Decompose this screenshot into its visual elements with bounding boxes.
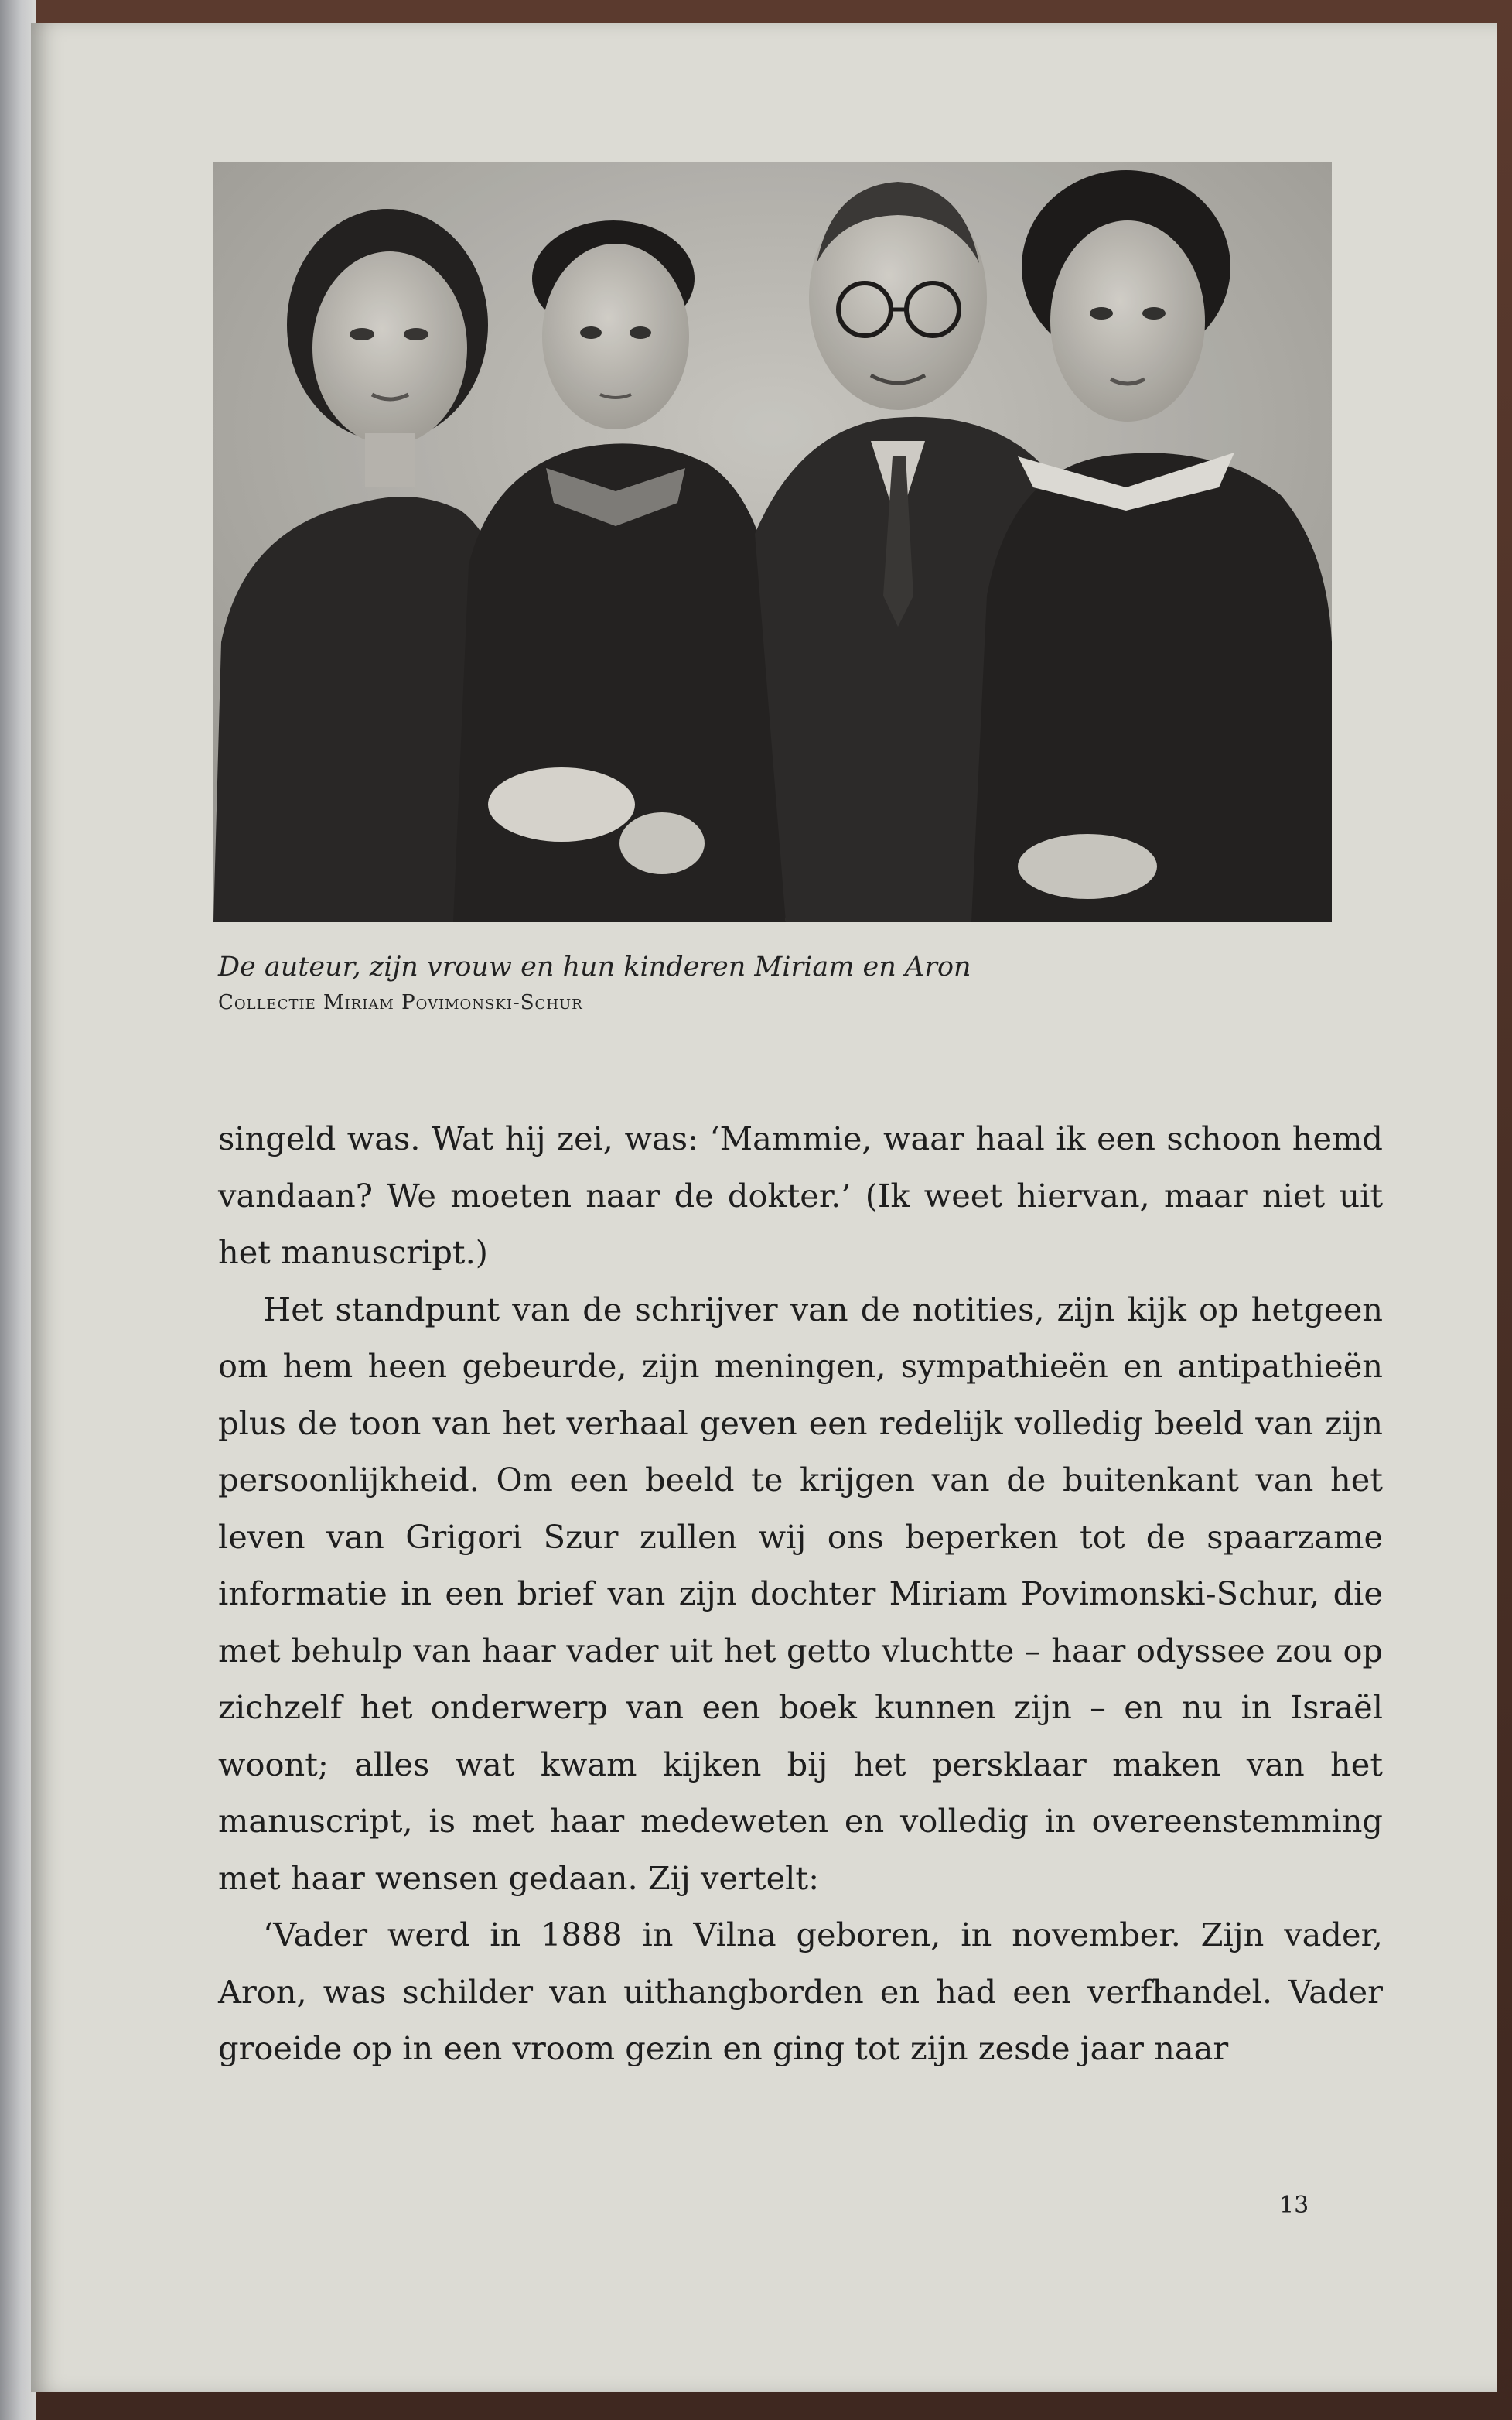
paragraph-3: ‘Vader werd in 1888 in Vilna geboren, in november. Zijn vader, Aron, was schilder van uithangborden en had een verfhandel. Vader groeide op in een vroom gezin en ging tot zijn zesde jaar naar (218, 1916, 1383, 2067)
page-number: 13 (1279, 2192, 1309, 2219)
book-page (31, 23, 1497, 2392)
caption-credit: Collectie Miriam Povimonski-Schur (218, 991, 583, 1014)
family-photo (213, 162, 1332, 922)
body-text (218, 1110, 1383, 2077)
photo-caption (218, 949, 1347, 1018)
caption-title: De auteur, zijn vrouw en hun kinderen Miriam en Aron (218, 952, 971, 983)
paragraph-2: Het standpunt van de schrijver van de notities, zijn kijk op hetgeen om hem heen gebeurde, zijn meningen, sympathieën en antipathieën plus de toon van het verhaal geven een redelijk volledig beeld van zijn persoonlijkheid. Om een beeld te krijgen van de buitenkant van het leven van Grigori Szur zullen wij ons beperken tot de spaarzame informatie in een brief van zijn dochter Miriam Povimonski-Schur, die met behulp van haar vader uit het getto vluchtte – haar odyssee zou op zichzelf het onderwerp van een boek kunnen zijn – en nu in Israël woont; alles wat kwam kijken bij het persklaar maken van het manuscript, is met haar medeweten en volledig in overeenstemming met haar wensen gedaan. Zij vertelt: (218, 1290, 1383, 1897)
paragraph-1: singeld was. Wat hij zei, was: ‘Mammie, waar haal ik een schoon hemd vandaan? We moeten naar de dokter.’ (Ik weet hiervan, maar niet uit het manuscript.) (218, 1119, 1383, 1271)
family-photo-drawing (213, 162, 1332, 922)
